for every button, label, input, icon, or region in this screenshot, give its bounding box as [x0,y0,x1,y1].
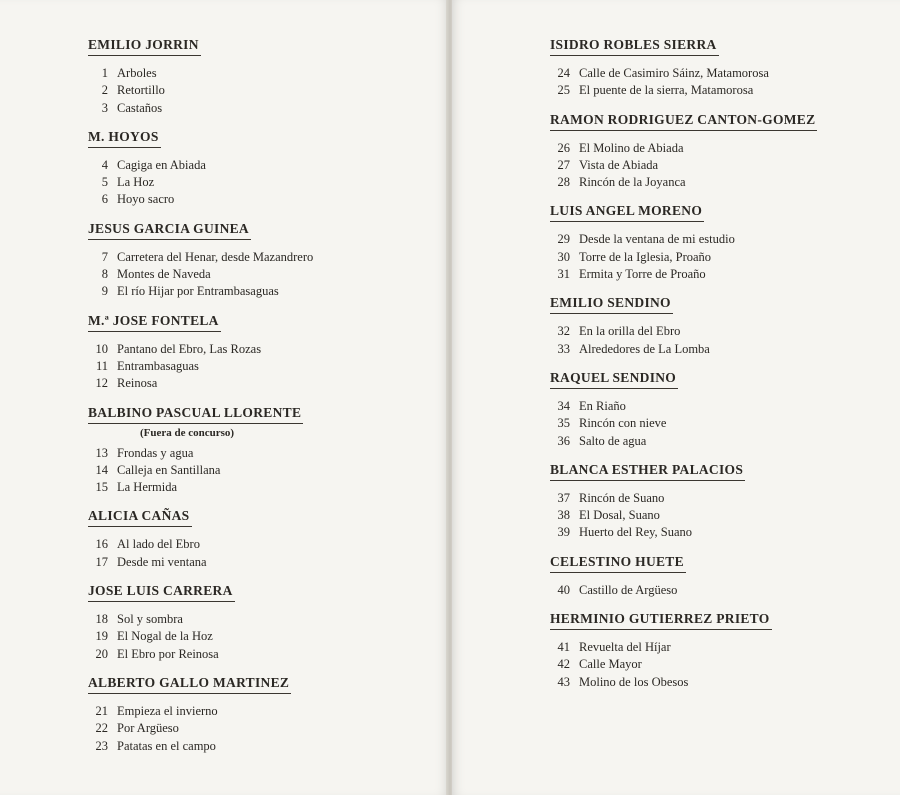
work-title: La Hoz [117,175,155,190]
artist-name: ALICIA CAÑAS [88,508,192,527]
work-title: Castillo de Argüeso [579,582,678,597]
artist-section [88,126,428,209]
work-item [88,283,428,300]
work-item [88,536,428,553]
artist-section [550,608,890,691]
artist-name: BALBINO PASCUAL LLORENTE [88,405,303,424]
work-item [88,358,428,375]
work-number: 8 [101,267,108,282]
works-list [88,703,428,755]
work-number: 17 [95,554,108,569]
work-item [88,82,428,99]
artist-section [88,580,428,663]
work-title: Al lado del Ebro [117,537,200,552]
work-title: Empieza el invierno [117,703,218,718]
work-title: Pantano del Ebro, Las Rozas [117,341,262,356]
work-title: Hoyo sacro [117,192,175,207]
work-title: Retortillo [117,83,165,98]
work-number: 14 [95,462,108,477]
work-item [550,490,890,507]
work-item [88,249,428,266]
work-title: Arboles [117,66,157,80]
artist-section [550,292,890,358]
artist-name: CELESTINO HUETE [550,554,686,573]
works-list [88,65,428,117]
work-number: 22 [95,721,108,736]
work-item [88,445,428,462]
right-artist-list [550,34,890,700]
work-title: Huerto del Rey, Suano [579,525,693,540]
work-number: 2 [101,83,108,98]
work-title: Torre de la Iglesia, Proaño [579,249,712,264]
work-item [88,174,428,191]
artist-section [550,200,890,283]
works-list [88,157,428,209]
work-number: 3 [101,100,108,115]
artist-name: JOSE LUIS CARRERA [88,583,235,602]
work-title: Sol y sombra [117,612,183,627]
work-number: 18 [95,612,108,627]
work-number: 37 [557,490,570,505]
work-number: 38 [557,508,570,523]
work-number: 9 [101,284,108,299]
work-item [550,415,890,432]
work-number: 13 [95,445,108,460]
work-number: 16 [95,537,108,552]
work-item [88,462,428,479]
work-item [550,639,890,656]
work-number: 32 [557,324,570,339]
work-title: Desde la ventana de mi estudio [579,232,735,247]
work-item [550,266,890,283]
artist-section [550,34,890,100]
works-list [550,582,890,599]
work-item [550,140,890,157]
work-number: 39 [557,525,570,540]
work-title: Reinosa [117,376,158,391]
work-number: 15 [95,480,108,495]
work-title: Rincón de la Joyanca [579,175,686,190]
work-title: El Nogal de la Hoz [117,629,213,644]
work-title: Patatas en el campo [117,738,216,753]
work-title: El río Hijar por Entrambasaguas [117,284,279,299]
work-title: Castaños [117,100,163,115]
work-number: 11 [95,358,108,373]
work-title: Montes de Naveda [117,267,211,282]
artist-name: HERMINIO GUTIERREZ PRIETO [550,611,772,630]
works-list [88,536,428,571]
work-number: 26 [557,140,570,155]
artist-name: EMILIO JORRIN [88,37,201,56]
work-item [88,65,428,82]
work-title: Carretera del Henar, desde Mazandrero [117,249,314,264]
works-list [88,249,428,301]
work-item [550,231,890,248]
work-item [88,479,428,496]
work-item [88,554,428,571]
work-number: 43 [557,674,570,689]
artist-section [88,505,428,571]
artist-section [88,218,428,301]
work-item [88,266,428,283]
work-number: 7 [101,249,108,264]
artist-name: RAMON RODRIGUEZ CANTON-GOMEZ [550,112,817,131]
artist-name: ISIDRO ROBLES SIERRA [550,37,719,56]
work-title: Frondas y agua [117,445,194,460]
works-list [550,323,890,358]
work-item [88,341,428,358]
work-number: 10 [95,341,108,356]
work-item [550,674,890,691]
work-title: El Ebro por Reinosa [117,646,219,661]
artist-note: (Fuera de concurso) [140,426,235,439]
work-number: 34 [557,398,570,413]
artist-section [550,551,890,599]
work-title: En Riaño [579,398,626,413]
artist-section [88,310,428,393]
work-item [88,157,428,174]
work-number: 33 [557,341,570,356]
works-list [550,398,890,450]
work-item [550,398,890,415]
left-artist-list [88,34,428,764]
work-item [550,341,890,358]
artist-section [88,402,428,497]
work-item [88,191,428,208]
work-title: El puente de la sierra, Matamorosa [579,83,754,98]
artist-name: EMILIO SENDINO [550,295,673,314]
work-item [88,646,428,663]
artist-name: M.ª JOSE FONTELA [88,313,221,332]
work-number: 6 [101,192,108,207]
work-item [550,433,890,450]
work-number: 27 [557,157,570,172]
work-title: Calle de Casimiro Sáinz, Matamorosa [579,66,769,80]
right-page [452,0,900,795]
work-item [88,738,428,755]
left-page [0,0,448,795]
work-title: Rincón con nieve [579,416,667,431]
works-list [550,140,890,192]
work-item [88,375,428,392]
artist-section [550,109,890,192]
works-list [550,231,890,283]
work-item [88,611,428,628]
work-title: Calleja en Santillana [117,462,221,477]
work-number: 20 [95,646,108,661]
artist-name: JESUS GARCIA GUINEA [88,221,251,240]
artist-name: M. HOYOS [88,129,161,148]
work-number: 35 [557,416,570,431]
artist-name: LUIS ANGEL MORENO [550,203,704,222]
works-list [88,445,428,497]
work-title: En la orilla del Ebro [579,324,681,339]
work-title: Entrambasaguas [117,358,199,373]
work-title: Cagiga en Abiada [117,157,206,172]
work-number: 21 [95,703,108,718]
work-title: Desde mi ventana [117,554,207,569]
work-item [550,174,890,191]
work-title: Molino de los Obesos [579,674,689,689]
artist-name: BLANCA ESTHER PALACIOS [550,462,745,481]
work-number: 40 [557,582,570,597]
work-number: 31 [557,267,570,282]
works-list [88,611,428,663]
work-number: 24 [557,66,570,80]
work-number: 12 [95,376,108,391]
work-item [88,628,428,645]
work-item [550,582,890,599]
work-number: 19 [95,629,108,644]
work-item [550,656,890,673]
artist-name: ALBERTO GALLO MARTINEZ [88,675,291,694]
work-item [88,703,428,720]
works-list [550,490,890,542]
artist-name: RAQUEL SENDINO [550,370,678,389]
work-number: 1 [101,66,108,80]
work-item [550,524,890,541]
work-item [550,249,890,266]
artist-section [550,367,890,450]
work-number: 25 [557,83,570,98]
work-item [550,82,890,99]
work-number: 23 [95,738,108,753]
work-number: 4 [101,157,108,172]
work-item [550,507,890,524]
work-title: La Hermida [117,480,178,495]
work-title: Alrededores de La Lomba [579,341,710,356]
work-number: 29 [557,232,570,247]
work-item [550,65,890,82]
work-number: 42 [557,657,570,672]
work-title: El Dosal, Suano [579,508,660,523]
work-title: Salto de agua [579,433,647,448]
work-number: 30 [557,249,570,264]
artist-section [88,34,428,117]
work-title: Calle Mayor [579,657,642,672]
work-title: Rincón de Suano [579,490,665,505]
work-item [88,100,428,117]
works-list [550,65,890,100]
work-number: 28 [557,175,570,190]
work-title: Ermita y Torre de Proaño [579,267,706,282]
work-item [550,157,890,174]
work-item [88,720,428,737]
artist-section [88,672,428,755]
works-list [88,341,428,393]
work-number: 36 [557,433,570,448]
work-number: 5 [101,175,108,190]
work-title: Por Argüeso [117,721,179,736]
work-item [550,323,890,340]
works-list [550,639,890,691]
work-title: El Molino de Abiada [579,140,684,155]
work-title: Revuelta del Híjar [579,640,671,655]
work-title: Vista de Abiada [579,157,659,172]
work-number: 41 [557,640,570,655]
artist-section [550,459,890,542]
